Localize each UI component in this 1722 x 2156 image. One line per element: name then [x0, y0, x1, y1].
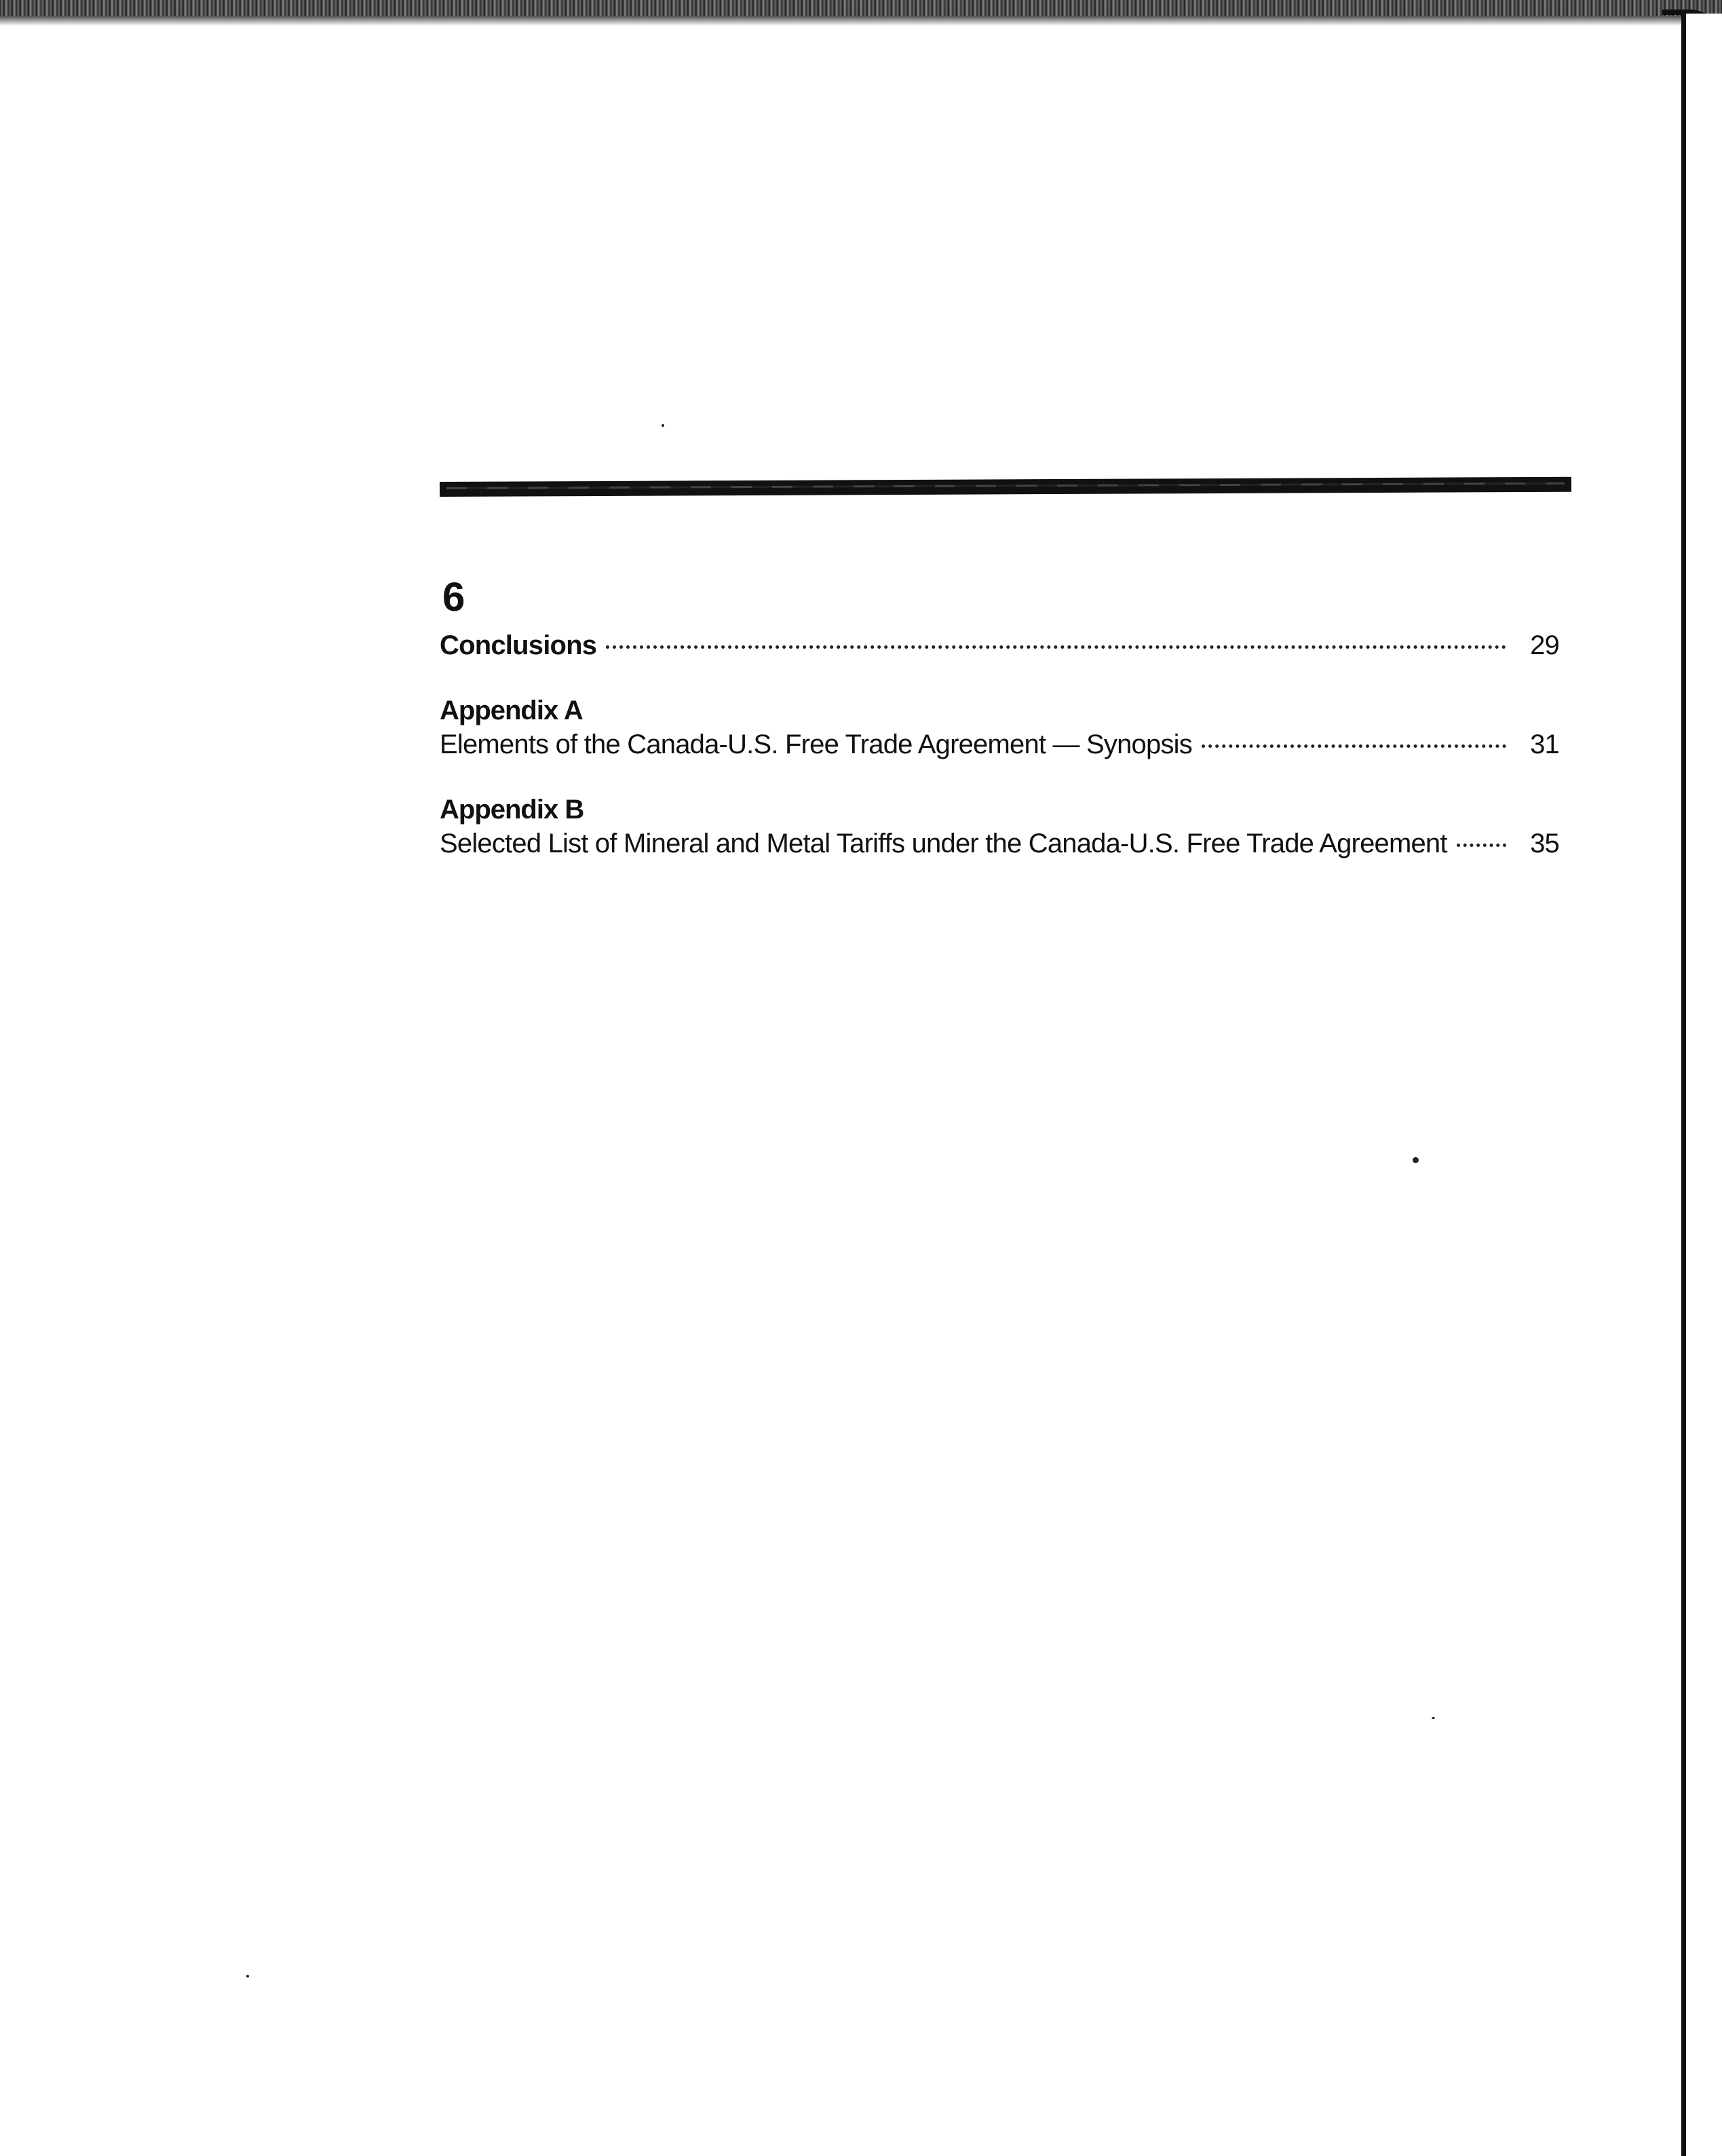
toc-entry-line — [440, 727, 1559, 761]
toc-entry-title: Conclusions — [440, 630, 597, 660]
toc-entry-title: Elements of the Canada-U.S. Free Trade Agreement — Synopsis — [440, 730, 1192, 759]
scan-speck — [1432, 1717, 1435, 1719]
toc-page-number: 35 — [1530, 829, 1559, 858]
toc-entry-line — [440, 827, 1559, 860]
table-of-contents — [440, 570, 1559, 892]
section-rule — [440, 477, 1571, 497]
toc-entry-line — [440, 628, 1559, 662]
dot-leader — [1202, 744, 1506, 748]
dot-leader — [1457, 844, 1506, 847]
toc-entry-conclusions — [440, 628, 1559, 662]
toc-page-number: 29 — [1530, 630, 1559, 660]
dot-leader — [606, 645, 1506, 649]
toc-entry-heading: Appendix B — [440, 795, 584, 825]
toc-entry-title: Selected List of Mineral and Metal Tariffs under the Canada-U.S. Free Trade Agreement — [440, 829, 1447, 858]
scan-top-shadow — [0, 16, 1722, 26]
chapter-number: 6 — [442, 574, 465, 620]
toc-entry-heading: Appendix A — [440, 696, 583, 725]
scan-speck — [662, 424, 664, 427]
toc-entry-appendix-b — [440, 793, 1559, 860]
toc-entry-appendix-a — [440, 694, 1559, 761]
scan-speck — [246, 1975, 249, 1978]
toc-page-number: 31 — [1530, 730, 1559, 759]
scan-speck — [1413, 1157, 1419, 1163]
scan-right-edge — [1681, 14, 1722, 2156]
